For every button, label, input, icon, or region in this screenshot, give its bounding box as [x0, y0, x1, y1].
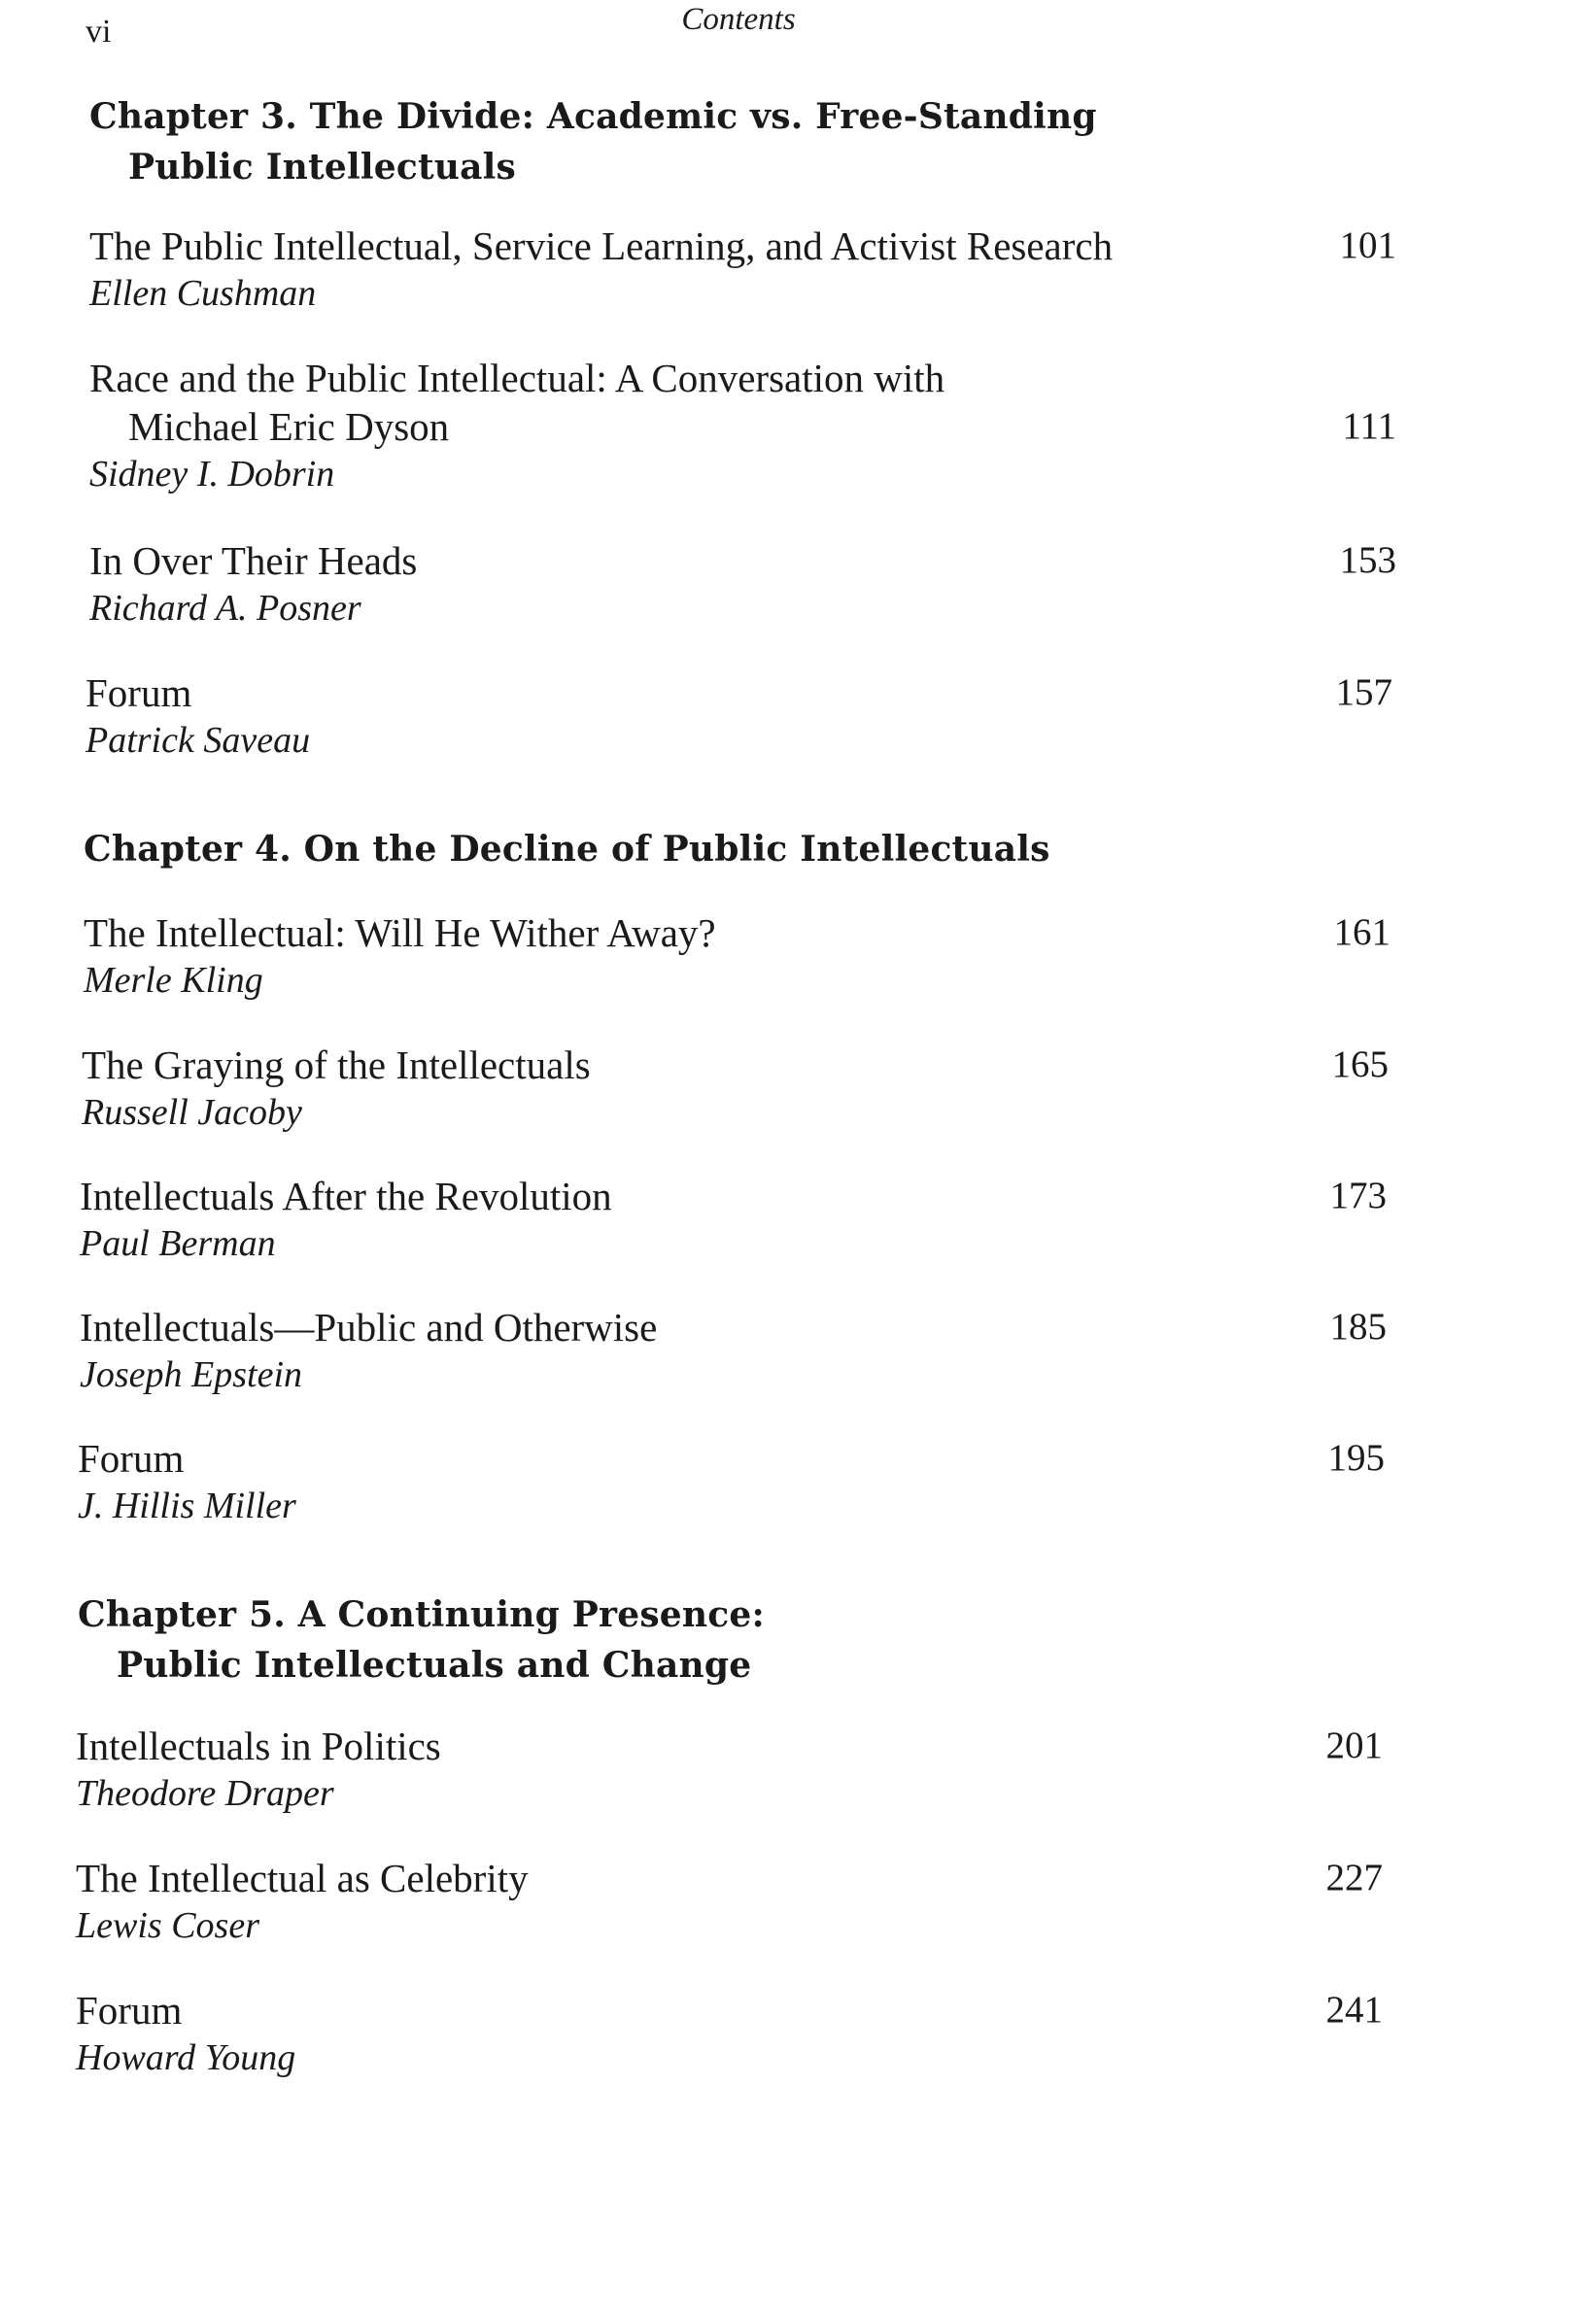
chapter-title-continued: Public Intellectuals and Change	[117, 1645, 752, 1686]
toc-entry[interactable]	[84, 908, 1390, 1004]
entry-author: J. Hillis Miller	[78, 1486, 296, 1526]
entry-author: Lewis Coser	[76, 1905, 259, 1946]
chapter-heading	[89, 91, 1097, 192]
entry-page-number: 195	[1327, 1437, 1385, 1479]
toc-entry[interactable]	[82, 1041, 1389, 1136]
entry-title: The Graying of the Intellectuals	[82, 1042, 591, 1087]
entry-author: Joseph Epstein	[80, 1354, 303, 1395]
chapter-title: Chapter 5. A Continuing Presence:	[78, 1594, 765, 1635]
entry-page-number: 173	[1329, 1175, 1387, 1216]
entry-author: Merle Kling	[84, 960, 263, 1001]
entry-title: Intellectuals—Public and Otherwise	[80, 1305, 658, 1350]
entry-author: Russell Jacoby	[82, 1092, 302, 1133]
entry-title-line: Race and the Public Intellectual: A Conversation with	[89, 356, 945, 400]
toc-entry[interactable]	[80, 1172, 1387, 1267]
toc-entry[interactable]	[86, 668, 1392, 764]
entry-title	[89, 354, 1396, 451]
entry-page-number: 201	[1325, 1725, 1383, 1766]
entry-author: Ellen Cushman	[89, 273, 317, 314]
entry-title: Intellectuals After the Revolution	[80, 1174, 612, 1218]
entry-page-number: 165	[1331, 1043, 1389, 1085]
toc-entry[interactable]	[76, 1854, 1383, 1949]
entry-page-number: 101	[1339, 224, 1396, 266]
entry-title: Forum	[78, 1436, 185, 1481]
toc-entry[interactable]	[76, 1722, 1383, 1817]
toc-entry[interactable]	[76, 1986, 1383, 2081]
entry-author: Howard Young	[76, 2037, 296, 2078]
entry-author: Paul Berman	[80, 1223, 276, 1264]
entry-author: Theodore Draper	[76, 1773, 334, 1814]
entry-page-number: 153	[1339, 539, 1396, 581]
toc-entry[interactable]	[89, 536, 1396, 632]
toc-entry[interactable]	[89, 354, 1396, 497]
entry-page-number: 157	[1335, 671, 1392, 713]
chapter-heading	[84, 824, 1050, 874]
chapter-heading	[78, 1589, 765, 1691]
chapter-title: Chapter 4. On the Decline of Public Intellectuals	[84, 829, 1050, 870]
toc-entry[interactable]	[89, 222, 1396, 317]
entry-title: The Public Intellectual, Service Learning, and Activist Research	[89, 223, 1114, 268]
entry-page-number: 185	[1329, 1306, 1387, 1348]
entry-author: Patrick Saveau	[86, 720, 311, 761]
entry-page-number: 241	[1325, 1989, 1383, 2031]
entry-title: Intellectuals in Politics	[76, 1724, 441, 1768]
entry-page-number: 227	[1325, 1857, 1383, 1898]
entry-title-continued: Michael Eric Dyson	[128, 404, 450, 449]
entry-title: The Intellectual: Will He Wither Away?	[84, 910, 716, 955]
entry-page-number: 111	[1342, 405, 1396, 447]
chapter-title: Chapter 3. The Divide: Academic vs. Free-Standing	[89, 96, 1097, 137]
chapter-title-continued: Public Intellectuals	[128, 147, 517, 188]
entry-title: The Intellectual as Celebrity	[76, 1856, 529, 1900]
entry-title: In Over Their Heads	[89, 538, 418, 583]
toc-entry[interactable]	[78, 1434, 1385, 1529]
entry-page-number: 161	[1333, 911, 1390, 953]
entry-title: Forum	[76, 1988, 183, 2033]
running-head: Contents	[681, 2, 796, 37]
entry-author: Richard A. Posner	[89, 588, 361, 629]
toc-entry[interactable]	[80, 1303, 1387, 1398]
page-number: vi	[86, 14, 112, 50]
entry-title: Forum	[86, 670, 192, 715]
entry-author: Sidney I. Dobrin	[89, 454, 335, 495]
